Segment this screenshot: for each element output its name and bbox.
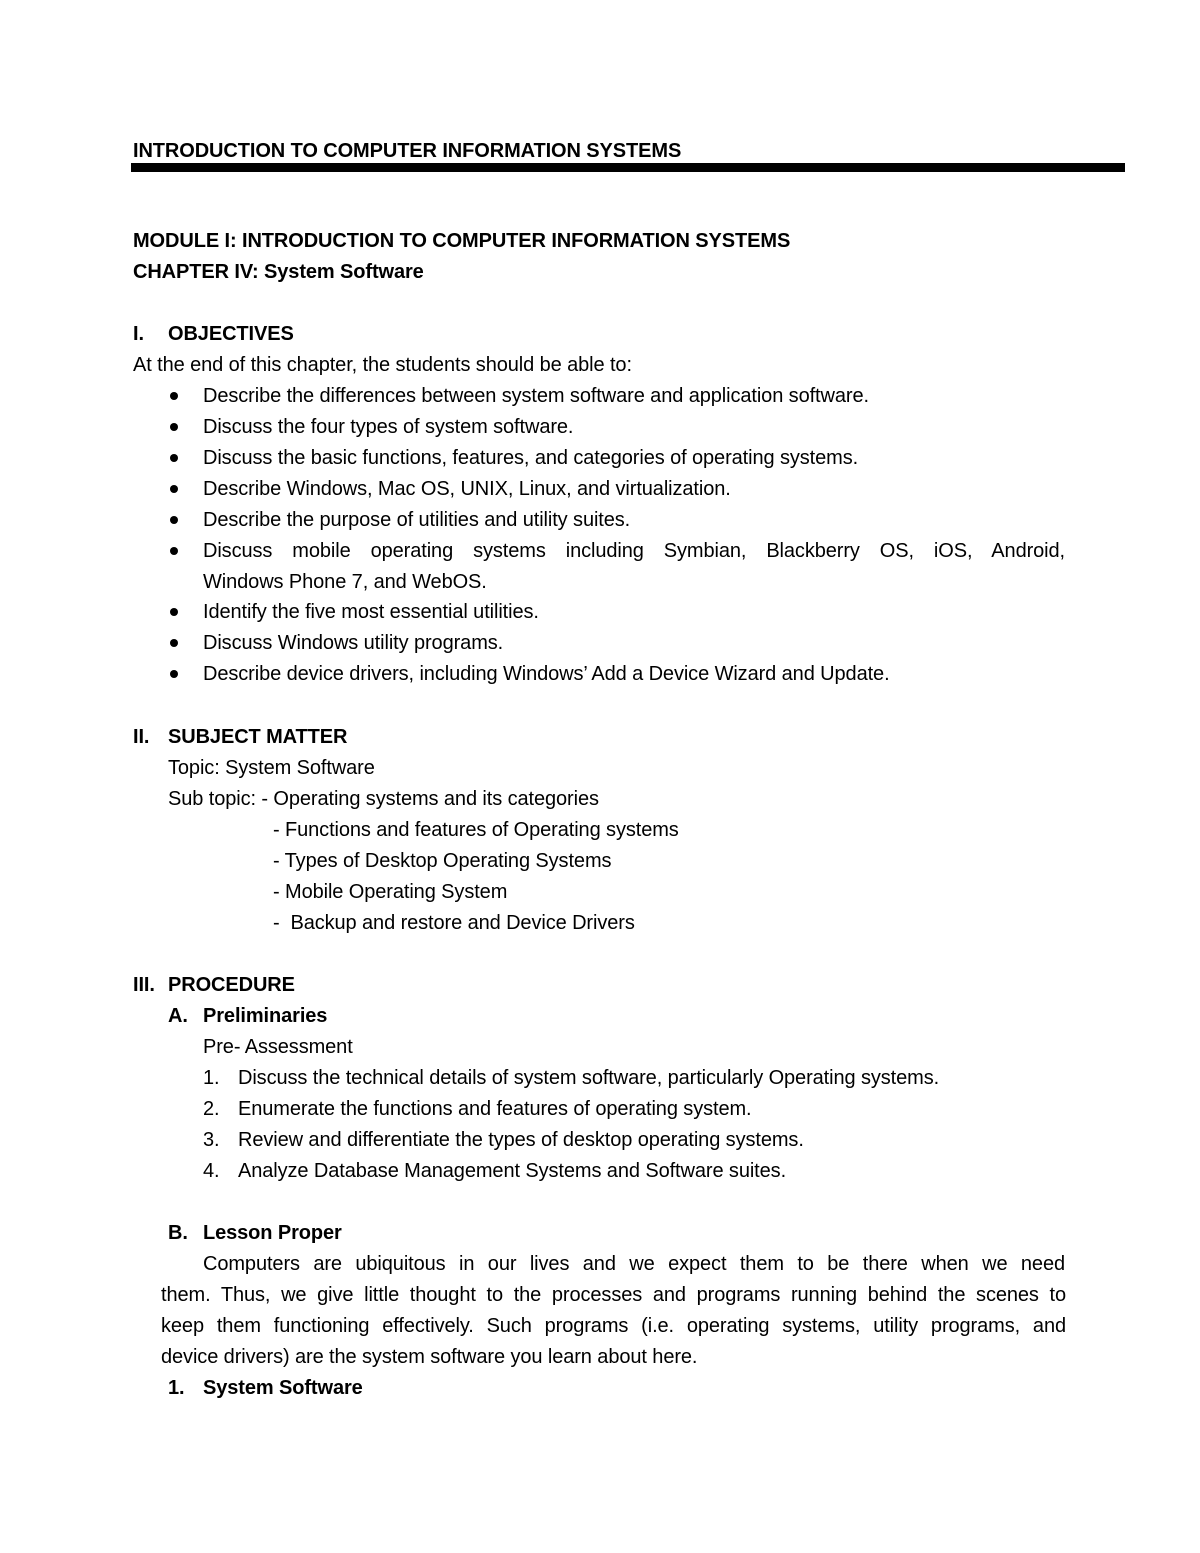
section-heading-objectives: OBJECTIVES xyxy=(168,323,294,345)
subsection-letter: B. xyxy=(168,1222,188,1244)
bullet-icon xyxy=(170,516,178,524)
subtopic-item: - Mobile Operating System xyxy=(273,881,508,903)
step-number: 1. xyxy=(203,1067,220,1089)
step-text: Discuss the technical details of system software, particularly Operating systems. xyxy=(238,1067,940,1089)
objective-item-continued: Windows Phone 7, and WebOS. xyxy=(203,571,487,593)
objectives-intro: At the end of this chapter, the students should be able to: xyxy=(133,354,632,376)
objective-item: Describe Windows, Mac OS, UNIX, Linux, and virtualization. xyxy=(203,478,731,500)
chapter-line: CHAPTER IV: System Software xyxy=(133,261,424,283)
subject-subtopic-label: Sub topic: - Operating systems and its categories xyxy=(168,788,599,810)
subject-topic: Topic: System Software xyxy=(168,757,375,779)
subsection-title-preliminaries: Preliminaries xyxy=(203,1005,328,1027)
header-title: INTRODUCTION TO COMPUTER INFORMATION SYSTEMS xyxy=(133,140,682,162)
subtopic-item: - Functions and features of Operating systems xyxy=(273,819,679,841)
objective-item: Discuss mobile operating systems including Symbian, Blackberry OS, iOS, Android, xyxy=(203,540,1065,562)
module-line: MODULE I: INTRODUCTION TO COMPUTER INFORMATION SYSTEMS xyxy=(133,230,791,252)
lesson-paragraph-line: Computers are ubiquitous in our lives and we expect them to be there when we need xyxy=(203,1253,1065,1275)
section-heading-procedure: PROCEDURE xyxy=(168,974,295,996)
objective-item: Identify the five most essential utilities. xyxy=(203,601,539,623)
pre-assessment-label: Pre- Assessment xyxy=(203,1036,353,1058)
bullet-icon xyxy=(170,608,178,616)
bullet-icon xyxy=(170,547,178,555)
bullet-icon xyxy=(170,485,178,493)
objective-item: Describe the purpose of utilities and utility suites. xyxy=(203,509,631,531)
objective-item: Discuss the four types of system software. xyxy=(203,416,574,438)
subsection-letter: A. xyxy=(168,1005,188,1027)
objective-item: Describe the differences between system software and application software. xyxy=(203,385,869,407)
subsubsection-number: 1. xyxy=(168,1377,185,1399)
step-number: 4. xyxy=(203,1160,220,1182)
objective-item: Discuss Windows utility programs. xyxy=(203,632,504,654)
section-number: II. xyxy=(133,726,150,748)
objective-item: Discuss the basic functions, features, and categories of operating systems. xyxy=(203,447,859,469)
lesson-paragraph-line: keep them functioning effectively. Such programs (i.e. operating systems, utility programs, and xyxy=(161,1315,1066,1337)
section-heading-subject-matter: SUBJECT MATTER xyxy=(168,726,348,748)
section-number: I. xyxy=(133,323,144,345)
lesson-paragraph-line: them. Thus, we give little thought to the processes and programs running behind the scenes to xyxy=(161,1284,1066,1306)
section-number: III. xyxy=(133,974,155,996)
bullet-icon xyxy=(170,454,178,462)
step-text: Enumerate the functions and features of operating system. xyxy=(238,1098,752,1120)
step-text: Analyze Database Management Systems and Software suites. xyxy=(238,1160,787,1182)
step-number: 2. xyxy=(203,1098,220,1120)
lesson-paragraph-line: device drivers) are the system software you learn about here. xyxy=(161,1346,698,1368)
subsection-title-lesson-proper: Lesson Proper xyxy=(203,1222,342,1244)
header-rule xyxy=(131,163,1125,172)
step-number: 3. xyxy=(203,1129,220,1151)
bullet-icon xyxy=(170,392,178,400)
subtopic-item: - Types of Desktop Operating Systems xyxy=(273,850,612,872)
step-text: Review and differentiate the types of desktop operating systems. xyxy=(238,1129,804,1151)
bullet-icon xyxy=(170,670,178,678)
bullet-icon xyxy=(170,423,178,431)
objective-item: Describe device drivers, including Windows’ Add a Device Wizard and Update. xyxy=(203,663,890,685)
subtopic-item: - Backup and restore and Device Drivers xyxy=(273,912,635,934)
bullet-icon xyxy=(170,639,178,647)
subsubsection-title-system-software: System Software xyxy=(203,1377,363,1399)
